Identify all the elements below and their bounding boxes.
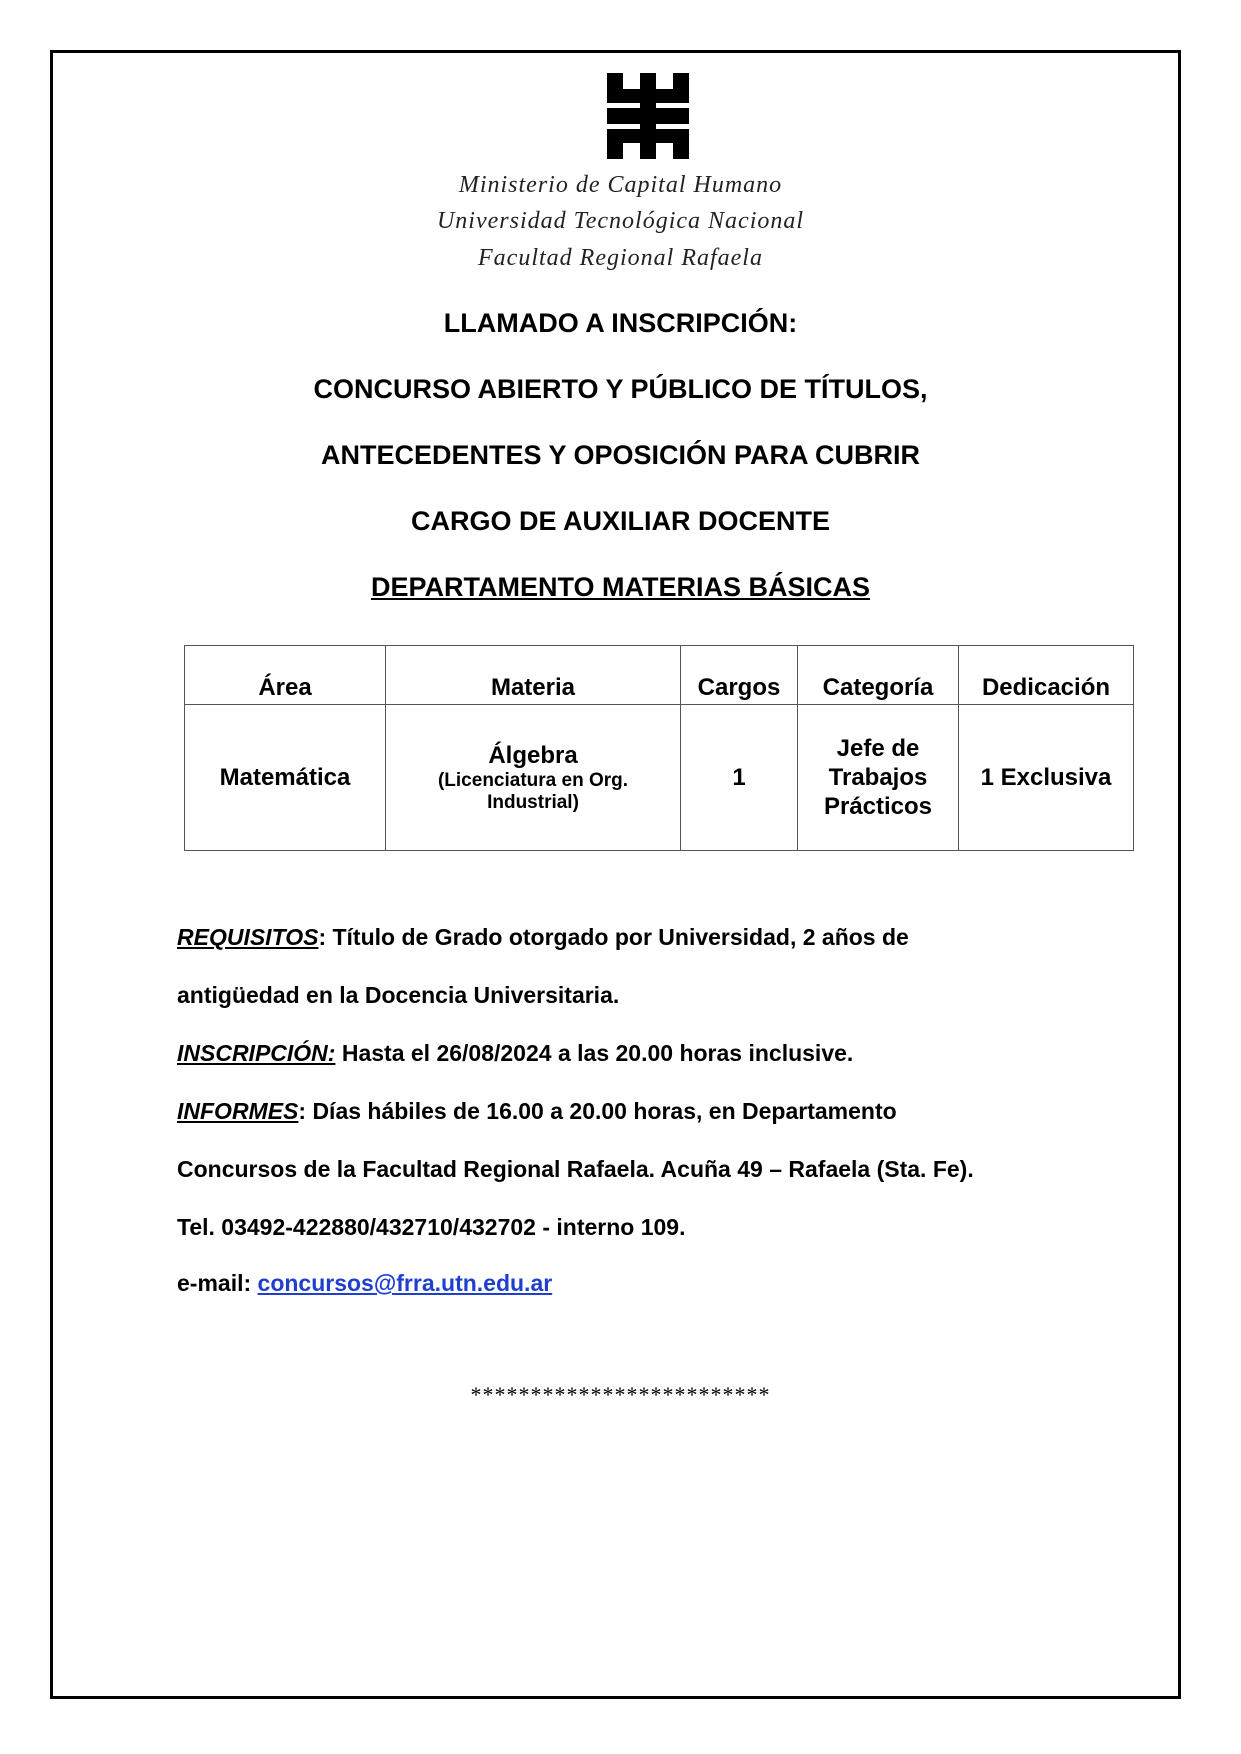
header-dedicacion: Dedicación	[959, 646, 1134, 705]
title-line-4: CARGO DE AUXILIAR DOCENTE	[410, 506, 830, 536]
informes-label: INFORMES	[177, 1098, 299, 1124]
header-area: Área	[185, 646, 386, 705]
cell-area: Matemática	[185, 705, 386, 851]
page-border	[50, 50, 1181, 1699]
email-line	[177, 1270, 552, 1297]
email-label: e-mail:	[177, 1270, 258, 1296]
cell-cargos: 1	[681, 705, 798, 851]
telephone-line: Tel. 03492-422880/432710/432702 - interno 109.	[177, 1214, 686, 1240]
requisitos-text: : Título de Grado otorgado por Universidad, 2 años de	[318, 924, 909, 950]
cell-dedicacion: 1 Exclusiva	[959, 705, 1134, 851]
informes-line-1	[177, 1098, 897, 1125]
header-cargos: Cargos	[681, 646, 798, 705]
title-line-1: LLAMADO A INSCRIPCIÓN:	[443, 308, 798, 338]
faculty-name: Facultad Regional Rafaela	[478, 245, 763, 271]
table-header-row	[185, 646, 1134, 705]
header-categoria: Categoría	[798, 646, 959, 705]
inscripcion-label: INSCRIPCIÓN:	[177, 1040, 336, 1066]
requisitos-label: REQUISITOS	[177, 924, 319, 950]
department-title: DEPARTAMENTO MATERIAS BÁSICAS	[370, 572, 870, 602]
informes-text: : Días hábiles de 16.00 a 20.00 horas, en Departamento	[298, 1098, 897, 1124]
title-line-2: CONCURSO ABIERTO Y PÚBLICO DE TÍTULOS,	[313, 374, 928, 404]
email-link[interactable]: concursos@frra.utn.edu.ar	[257, 1270, 553, 1296]
utn-logo	[607, 73, 689, 159]
university-name: Universidad Tecnológica Nacional	[436, 208, 805, 234]
positions-table	[184, 645, 1134, 851]
cell-categoria: Jefe de Trabajos Prácticos	[798, 705, 959, 851]
materia-detail: (Licenciatura en Org. Industrial)	[437, 770, 629, 813]
separator: *************************	[470, 1382, 771, 1407]
table-row	[185, 705, 1134, 851]
materia-name: Álgebra	[488, 742, 578, 769]
cell-materia	[386, 705, 681, 851]
title-line-3: ANTECEDENTES Y OPOSICIÓN PARA CUBRIR	[320, 440, 921, 470]
header-materia: Materia	[386, 646, 681, 705]
requisitos-line-1	[177, 924, 909, 951]
inscripcion-line	[177, 1040, 853, 1067]
ministry-name: Ministerio de Capital Humano	[458, 172, 783, 198]
requisitos-line-2: antigüedad en la Docencia Universitaria.	[177, 982, 620, 1008]
inscripcion-text: Hasta el 26/08/2024 a las 20.00 horas inclusive.	[335, 1040, 854, 1066]
informes-line-2: Concursos de la Facultad Regional Rafaela. Acuña 49 – Rafaela (Sta. Fe).	[177, 1156, 974, 1182]
